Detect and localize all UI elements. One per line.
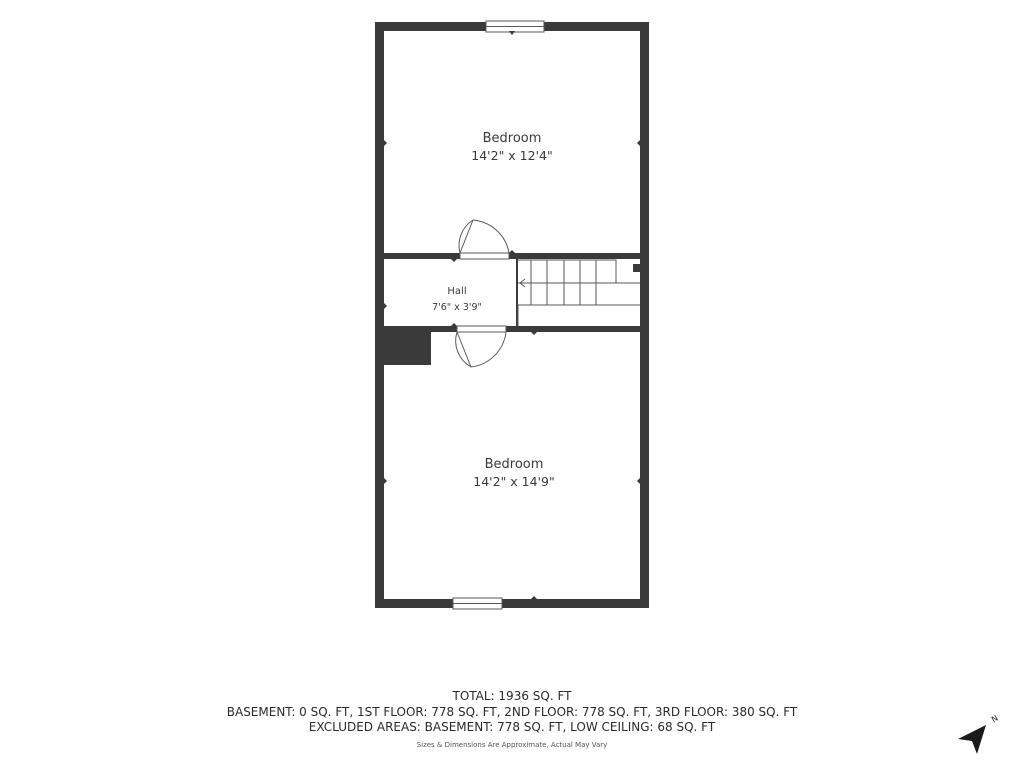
outer-wall-right (640, 22, 649, 608)
room-name-bedroom-top: Bedroom (482, 131, 542, 146)
room-dimensions-hall: 7'6" x 3'9" (432, 302, 482, 313)
room-name-hall: Hall (447, 286, 467, 297)
door-upper-bedroom (459, 220, 509, 259)
walls (375, 22, 649, 608)
outer-wall-left (375, 22, 384, 608)
north-arrow-icon (952, 712, 1002, 762)
room-dimensions-bedroom-bottom: 14'2" x 14'9" (473, 474, 555, 489)
room-dimensions-bedroom-top: 14'2" x 12'4" (471, 148, 553, 163)
stair-post (633, 264, 640, 272)
room-name-bedroom-bottom: Bedroom (484, 457, 544, 472)
dimension-markers (384, 31, 640, 599)
compass-label: N (990, 713, 1000, 725)
excluded-areas: EXCLUDED AREAS: BASEMENT: 778 SQ. FT, LOW CEILING: 68 SQ. FT (308, 720, 716, 734)
window-top (486, 21, 544, 32)
chimney-block (384, 332, 431, 365)
interior-wall-lower (384, 326, 640, 332)
floor-areas: BASEMENT: 0 SQ. FT, 1ST FLOOR: 778 SQ. FT, 2ND FLOOR: 778 SQ. FT, 3RD FLOOR: 380 SQ. FT (226, 705, 798, 719)
door-lower-bedroom (456, 326, 506, 367)
interior-wall-upper (384, 253, 640, 259)
outer-wall-bottom (375, 599, 649, 608)
total-area: TOTAL: 1936 SQ. FT (452, 689, 572, 703)
disclaimer: Sizes & Dimensions Are Approximate, Actual May Vary (416, 741, 608, 749)
window-bottom (453, 598, 502, 609)
staircase (518, 260, 640, 326)
